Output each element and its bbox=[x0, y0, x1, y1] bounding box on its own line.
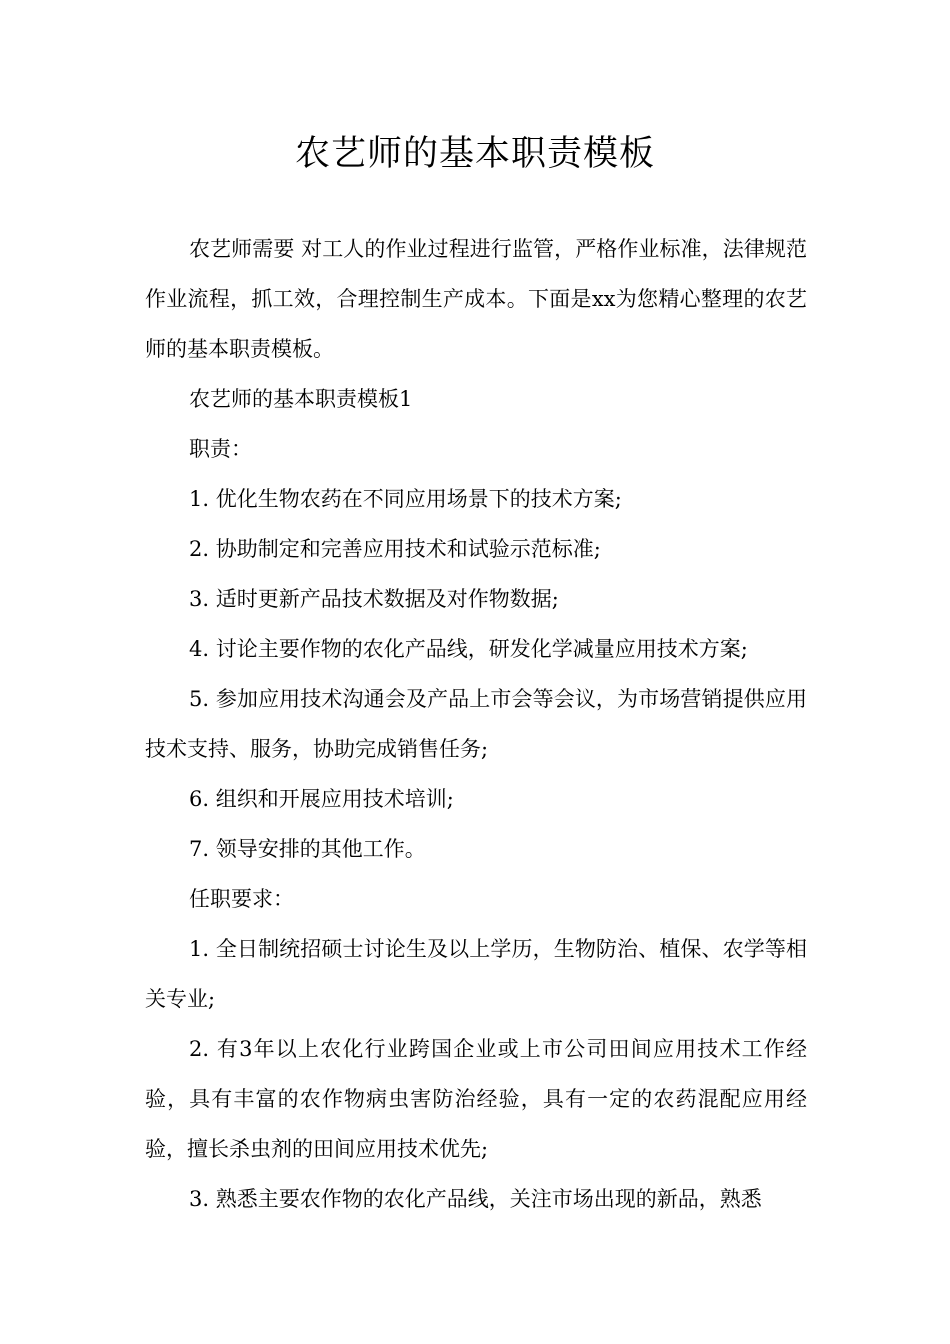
duty-item-7: 7. 领导安排的其他工作。 bbox=[189, 837, 426, 861]
document-title: 农艺师的基本职责模板 bbox=[294, 134, 655, 174]
section-heading: 农艺师的基本职责模板1 bbox=[189, 387, 413, 411]
requirement-item-1: 1. 全日制统招硕士讨论生及以上学历，生物防治、植保、农学等相关专业; bbox=[145, 937, 807, 1011]
requirement-item-2: 2. 有3年以上农化行业跨国企业或上市公司田间应用技术工作经验，具有丰富的农作物病虫害防治经验，具有一定的农药混配应用经验，擅长杀虫剂的田间应用技术优先; bbox=[145, 1037, 807, 1161]
duty-item-5: 5. 参加应用技术沟通会及产品上市会等会议，为市场营销提供应用技术支持、服务，协助完成销售任务; bbox=[145, 687, 807, 761]
duty-item-2: 2. 协助制定和完善应用技术和试验示范标准; bbox=[189, 537, 601, 561]
requirement-item-3: 3. 熟悉主要农作物的农化产品线，关注市场出现的新品，熟悉 bbox=[189, 1187, 762, 1211]
duty-item-1: 1. 优化生物农药在不同应用场景下的技术方案; bbox=[189, 487, 622, 511]
duty-item-6: 6. 组织和开展应用技术培训; bbox=[189, 787, 454, 811]
duty-item-3: 3. 适时更新产品技术数据及对作物数据; bbox=[189, 587, 559, 611]
document-body bbox=[145, 224, 807, 1224]
duties-heading: 职责： bbox=[189, 437, 252, 461]
duty-item-4: 4. 讨论主要作物的农化产品线，研发化学减量应用技术方案; bbox=[189, 637, 748, 661]
intro-paragraph: 农艺师需要 对工人的作业过程进行监管，严格作业标准，法律规范作业流程，抓工效，合理控制生产成本。下面是xx为您精心整理的农艺师的基本职责模板。 bbox=[145, 237, 807, 361]
requirements-heading: 任职要求： bbox=[189, 887, 294, 911]
